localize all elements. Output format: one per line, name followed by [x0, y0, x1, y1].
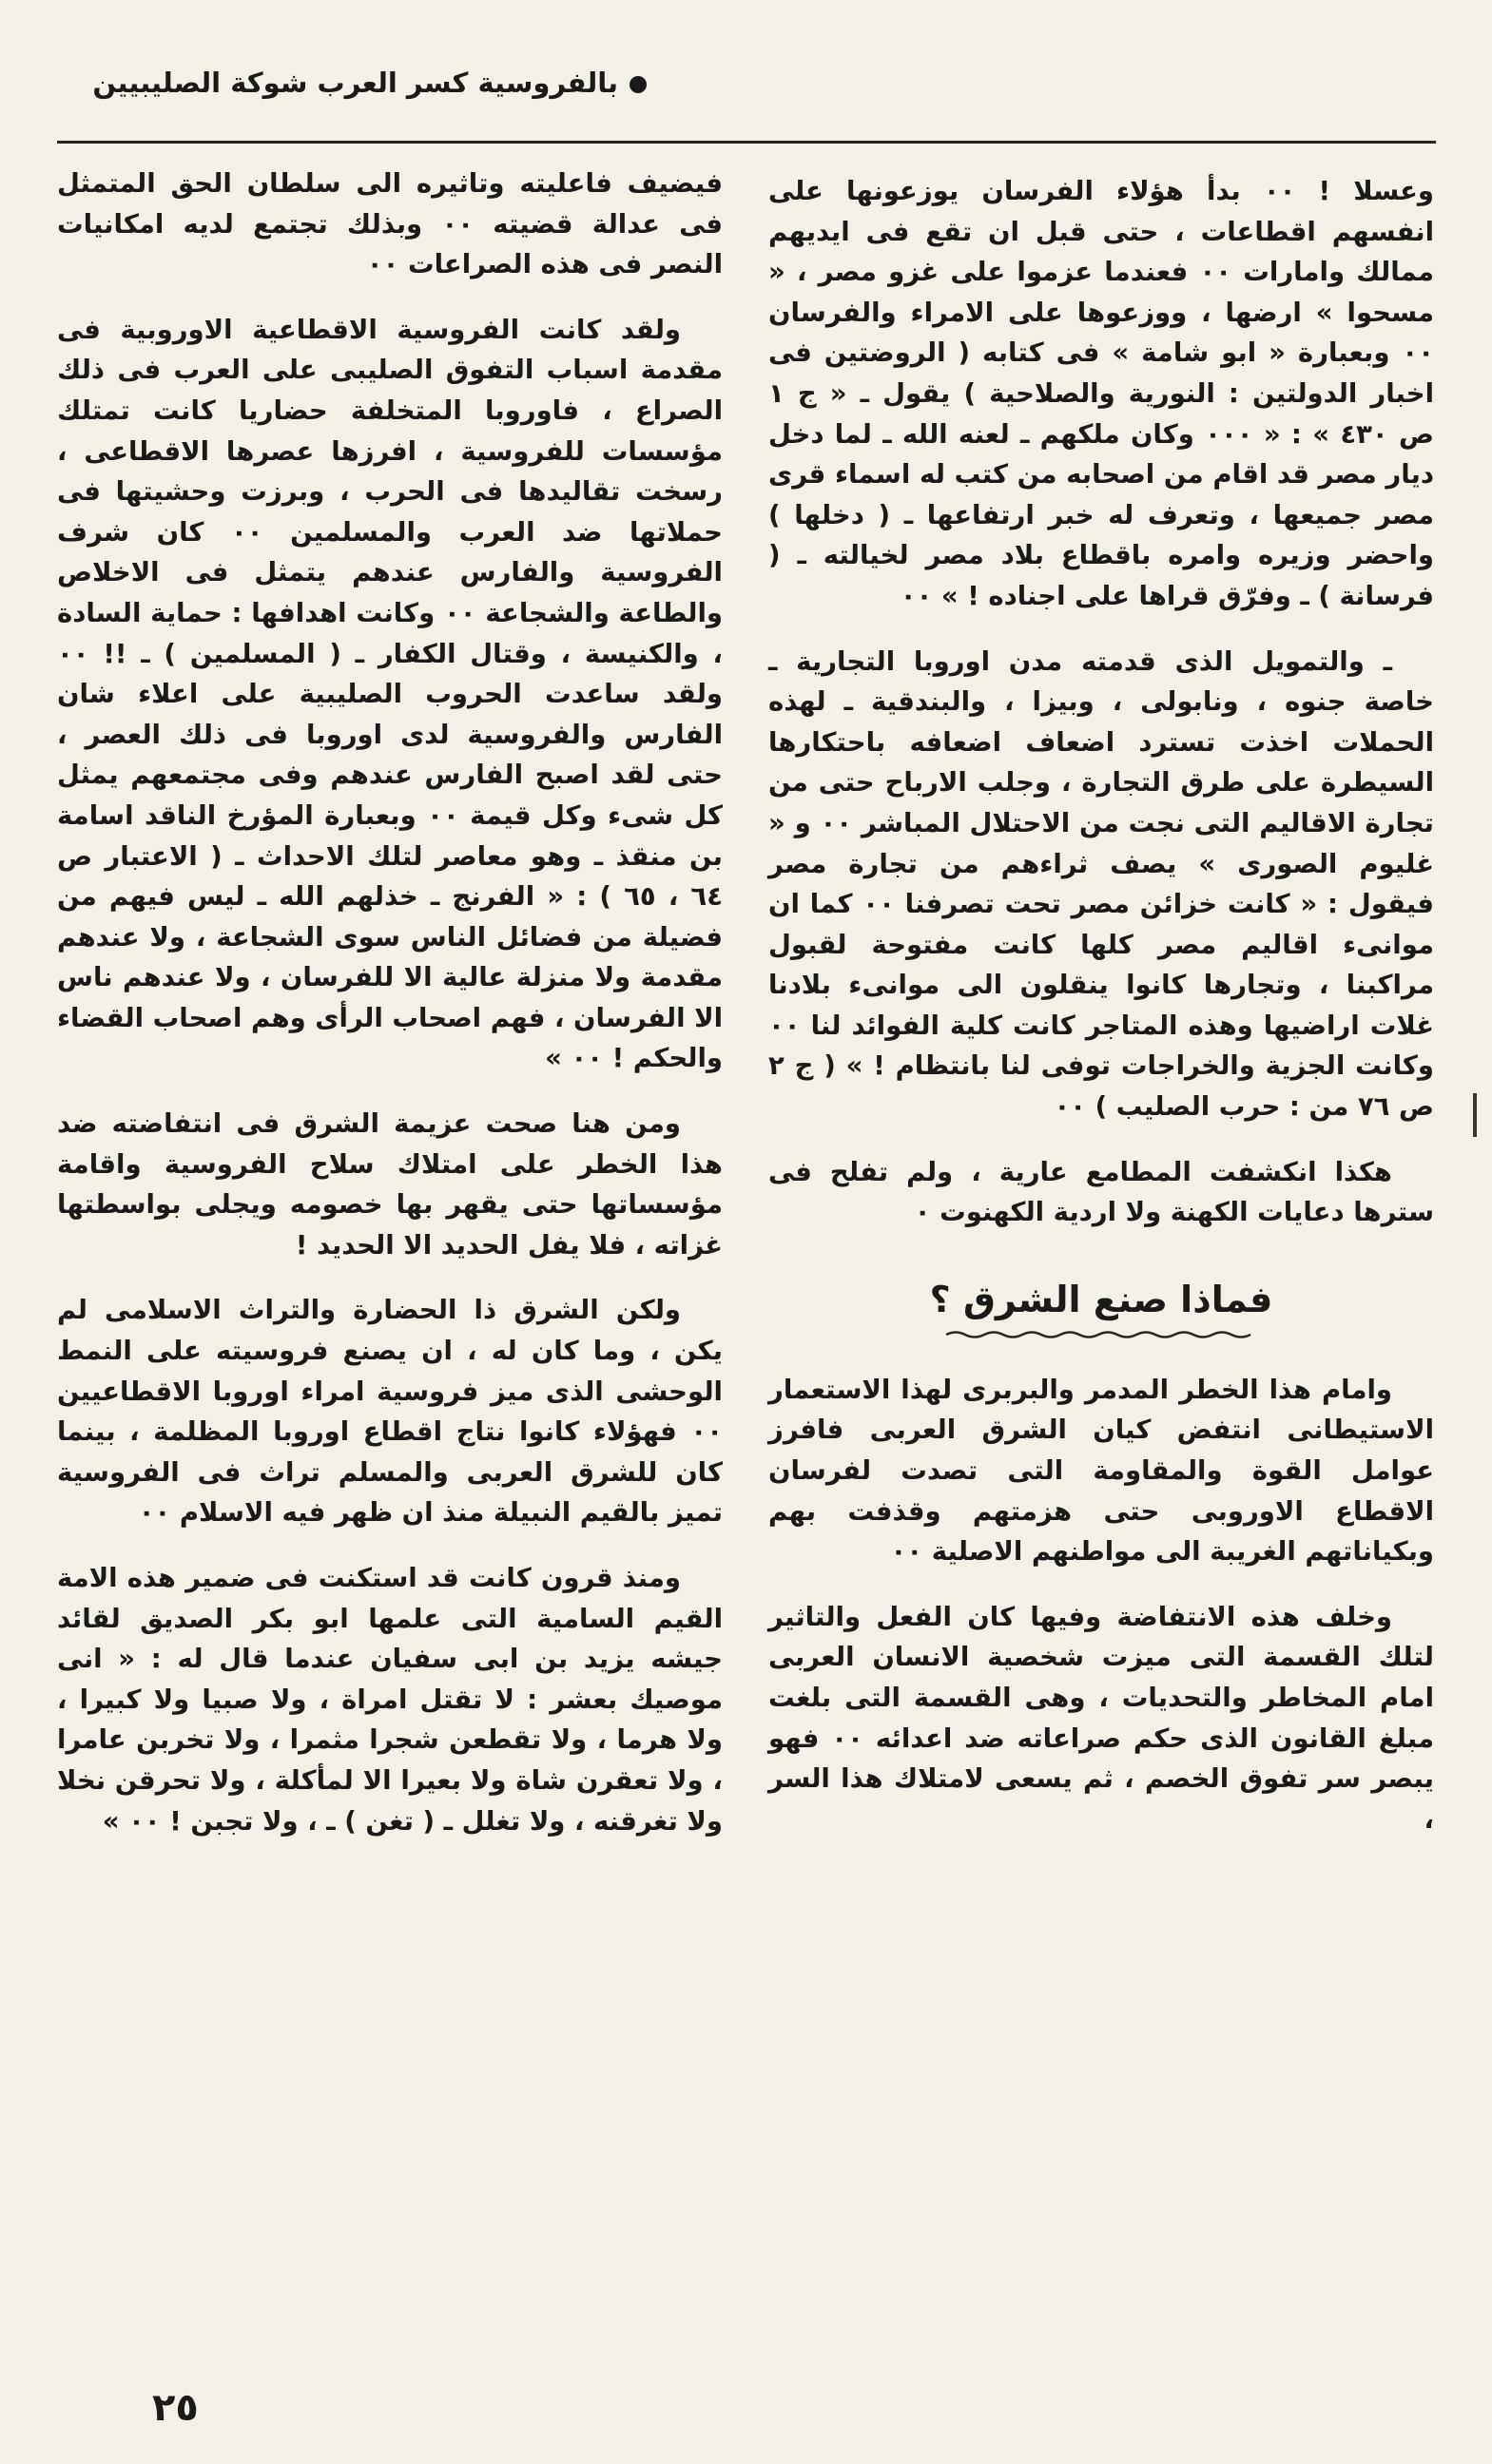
bullet-icon: [630, 76, 647, 93]
section-heading: فماذا صنع الشرق ؟: [929, 1278, 1273, 1320]
running-header: [57, 67, 647, 99]
paragraph: ـ والتمويل الذى قدمته مدن اوروبا التجارية ـ خاصة جنوه ، ونابولى ، وبيزا ، والبندقية ـ لهذه الحملات اخذت تسترد اضعاف اضعافه باحتكارها السيطرة على طرق التجارة ، وجلب الارباح حتى من تجارة الاقاليم التى نجت من الاحتلال المباشر ٠٠ و « غليوم الصورى » يصف ثراءهم من تجارة مصر فيقول : « كانت خزائن مصر تحت تصرفنا ٠٠ كما ان موانىء اقاليم مصر كلها كانت مفتوحة لقبول مراكبنا ، وتجارها كانوا ينقلون الى موانىء بلادنا غلات اراضيها وهذه المتاجر كانت كلية الفوائد لنا ٠٠ وكانت الجزية والخراجات توفى لنا بانتظام ! » ( ج ٢ ص ٧٦ من : حرب الصليب ) ٠٠: [768, 645, 1434, 1123]
paragraph: وامام هذا الخطر المدمر والبربرى لهذا الاستعمار الاستيطانى انتفض كيان الشرق العربى فافرز عوامل القوة والمقاومة التى تصدت لفرسان الاقطاع الاوروبى حتى هزمتهم وقذفت بهم وبكياناتهم الغريبة الى مواطنهم الاصلية ٠٠: [768, 1374, 1434, 1568]
paragraph: وخلف هذه الانتفاضة وفيها كان الفعل والتاثير لتلك القسمة التى ميزت شخصية الانسان العربى امام المخاطر والتحديات ، وهى القسمة التى بلغت مبلغ القانون الذى حكم صراعاته ضد اعدائه ٠٠ فهو يبصر سر تفوق الخصم ، ثم يسعى لامتلاك هذا السر ،: [768, 1601, 1434, 1835]
paragraph: ومنذ قرون كانت قد استكنت فى ضمير هذه الامة القيم السامية التى علمها ابو بكر الصديق لقائد جيشه يزيد بن ابى سفيان عندما قال له : « انى موصيك بعشر : لا تقتل امراة ، ولا صبيا ولا كبيرا ، ولا هرما ، ولا تقطعن شجرا مثمرا ، ولا تخربن عامرا ، ولا تعقرن شاة ولا بعيرا الا لمأكلة ، ولا تحرقن نخلا ولا تغرقنه ، ولا تغلل ـ ( تغن ) ـ ، ولا تجبن ! ٠٠ »: [57, 1563, 723, 1837]
paragraph: فيضيف فاعليته وتاثيره الى سلطان الحق المتمثل فى عدالة قضيته ٠٠ وبذلك تجتمع لديه امكانيات النصر فى هذه الصراعات ٠٠: [57, 168, 724, 280]
running-title: بالفروسية كسر العرب شوكة الصليبيين: [92, 67, 618, 99]
paragraph: هكذا انكشفت المطامع عارية ، ولم تفلح فى سترها دعايات الكهنة ولا اردية الكهنوت ٠: [768, 1156, 1434, 1228]
right-column: [768, 171, 1434, 1864]
page-number: ٢٥: [152, 2386, 199, 2430]
paragraph: ولقد كانت الفروسية الاقطاعية الاوروبية فى مقدمة اسباب التفوق الصليبى على العرب فى ذلك الصراع ، فاوروبا المتخلفة حضاريا كانت تمتلك مؤسسات للفروسية ، افرزها عصرها الاقطاعى ، رسخت تقاليدها فى الحرب ، وبرزت وحشيتها فى حملاتها ضد العرب والمسلمين ٠٠ كان شرف الفروسية والفارس عندهم يتمثل فى الاخلاص والطاعة والشجاعة ٠٠ وكانت اهدافها : حماية السادة ، والكنيسة ، وقتال الكفار ـ ( المسلمين ) ـ !! ٠٠ ولقد ساعدت الحروب الصليبية على اعلاء شان الفارس والفروسية لدى اوروبا فى ذلك العصر ، حتى لقد اصبح الفارس عندهم وفى مجتمعهم يمثل كل شىء وكل قيمة ٠٠ وبعبارة المؤرخ الناقد اسامة بن منقذ ـ وهو معاصر لتلك الاحداث ـ ( الاعتبار ص ٦٤ ، ٦٥ ) : « الفرنج ـ خذلهم الله ـ ليس فيهم من فضيلة من فضائل الناس سوى الشجاعة ، ولا عندهم مقدمة ولا منزلة عالية الا للفرسان ، ولا عندهم ناس الا الفرسان ، فهم اصحاب الرأى وهم اصحاب القضاء والحكم ! ٠٠ »: [57, 314, 723, 1074]
header-divider: [57, 141, 1436, 144]
left-column: [57, 164, 723, 1866]
heading-underline: [944, 1330, 1258, 1339]
paragraph: ومن هنا صحت عزيمة الشرق فى انتفاضته ضد هذا الخطر على امتلاك سلاح الفروسية واقامة مؤسساتها حتى يقهر بها خصومه ويجلى بواسطتها غزاته ، فلا يفل الحديد الا الحديد !: [57, 1108, 723, 1261]
paragraph: ولكن الشرق ذا الحضارة والتراث الاسلامى لم يكن ، وما كان له ، ان يصنع فروسيته على النمط الوحشى الذى ميز فروسية امراء اوروبا الاقطاعيين ٠٠ فهؤلاء كانوا نتاج اقطاع اوروبا المظلمة ، بينما كان للشرق العربى والمسلم تراث فى الفروسية تميز بالقيم النبيلة منذ ان ظهر فيه الاسلام ٠٠: [57, 1295, 723, 1529]
paragraph: وعسلا ! ٠٠ بدأ هؤلاء الفرسان يوزعونها على انفسهم اقطاعات ، حتى قبل ان تقع فى ايديهم ممالك وامارات ٠٠ فعندما عزموا على غزو مصر ، « مسحوا » ارضها ، ووزعوها على الامراء والفرسان ٠٠ وبعبارة « ابو شامة » فى كتابه ( الروضتين فى اخبار الدولتين : النورية والصلاحية ) يقول ـ « ج ١ ص ٤٣٠ » : « ٠٠٠ وكان ملكهم ـ لعنه الله ـ لما دخل ديار مصر قد اقام من اصحابه من كتب له اسماء قرى مصر جميعها ، وتعرف له خبر ارتفاعها ـ ( دخلها ) واحضر وزيره وامره باقطاع بلاد مصر لخيالته ـ ( فرسانة ) ـ وفرّق قراها على اجناده ! » ٠٠: [768, 176, 1434, 611]
scan-edge-mark: [1473, 1093, 1477, 1137]
